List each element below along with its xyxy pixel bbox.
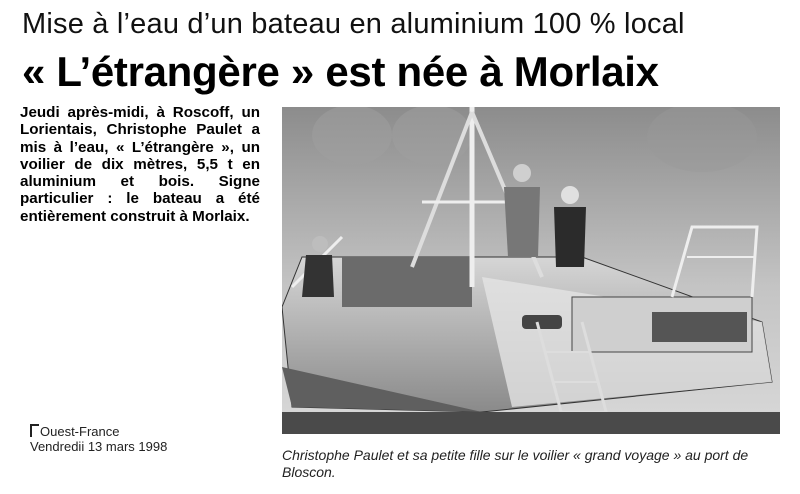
photo-caption: Christophe Paulet et sa petite fille sur le voilier « grand voyage » au port de Bloscon. [282, 447, 749, 480]
corner-mark-icon [30, 424, 39, 437]
publication-name: Ouest-France [40, 424, 120, 439]
article-lead: Jeudi après-midi, à Roscoff, un Lorientais, Christophe Paulet a mis à l’eau, « L’étrangère », un voilier de dix mètres, 5,5 t en aluminium et bois. Signe particulier : le bateau a été entièrement construit à Morlaix. [20, 104, 260, 225]
article-kicker: Mise à l’eau d’un bateau en aluminium 100 % local [22, 8, 685, 40]
publication-date: Vendredii 13 mars 1998 [30, 439, 168, 454]
source-credit [30, 424, 167, 454]
article-photo [282, 107, 780, 434]
boat-photo-illustration [282, 107, 780, 434]
article-headline: « L’étrangère » est née à Morlaix [22, 48, 659, 95]
